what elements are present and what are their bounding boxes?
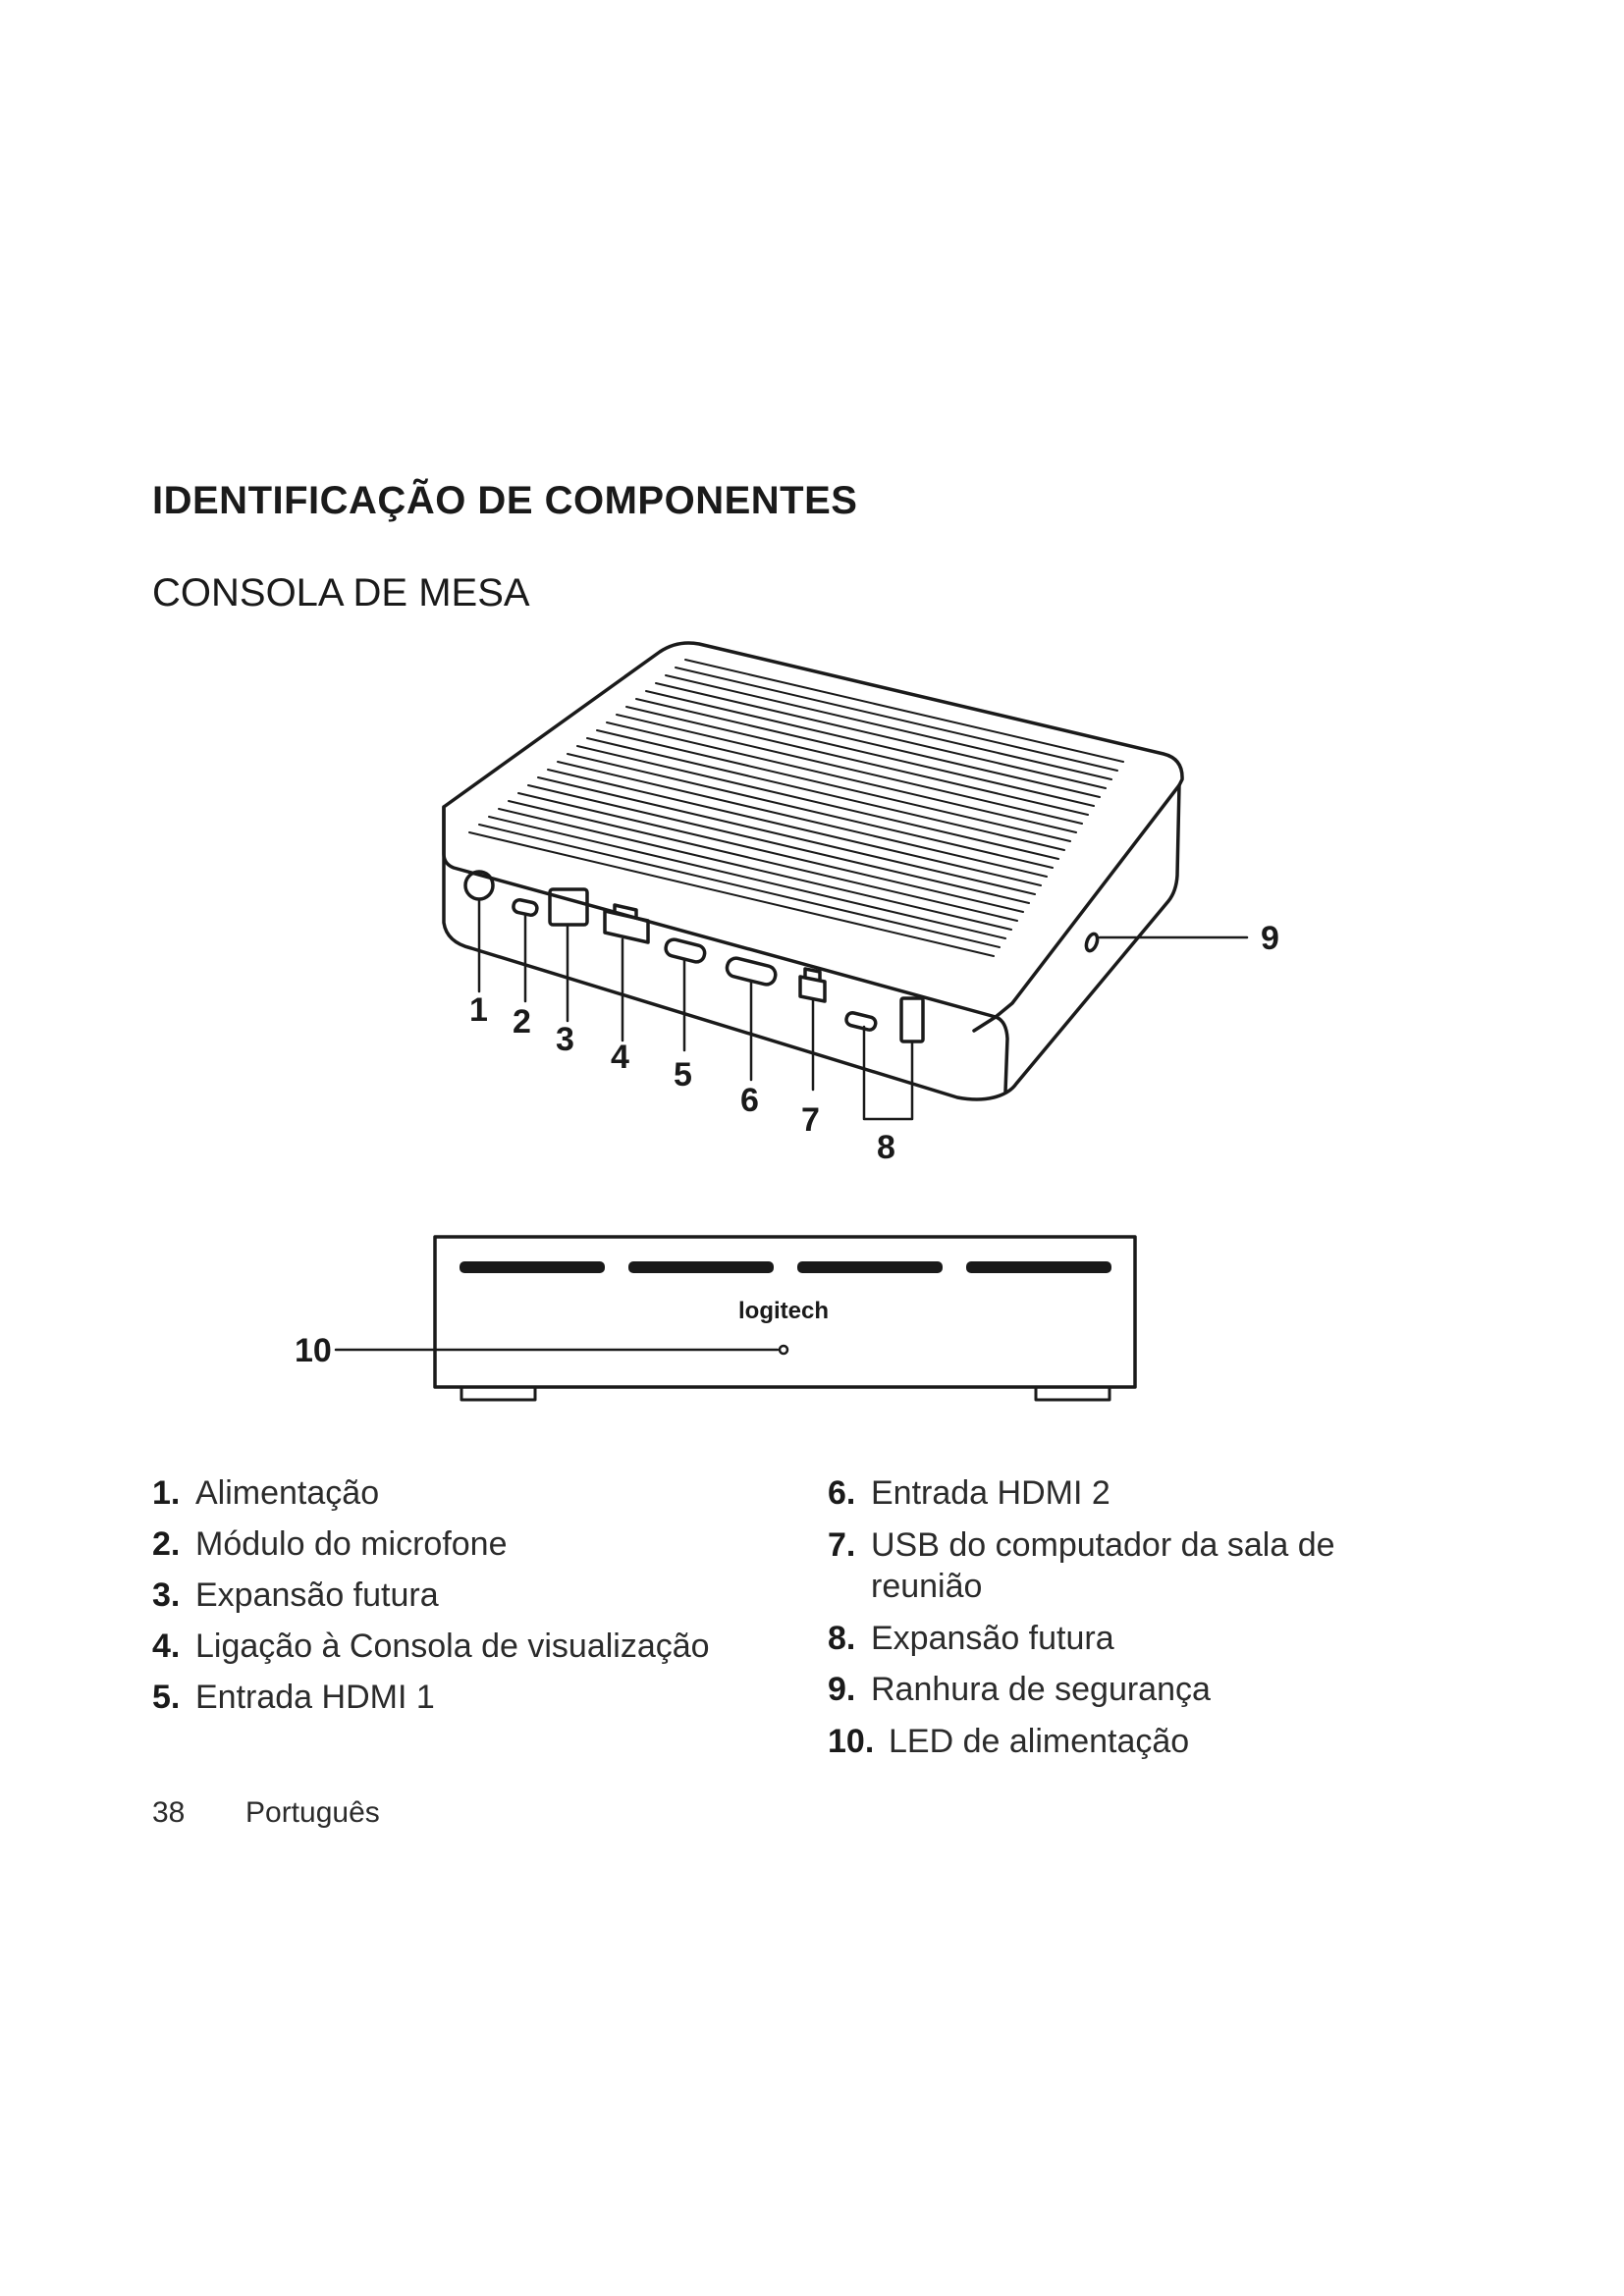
list-item [152,1575,710,1626]
console-front-view [336,1237,1135,1400]
hdmi-port-1-icon [664,937,706,963]
callout-2: 2 [513,1003,531,1041]
mic-port-icon [513,899,538,917]
logitech-logo: logitech [737,1298,830,1324]
page-title: IDENTIFICAÇÃO DE COMPONENTES [152,479,858,522]
item-number: 8. [828,1619,856,1657]
item-label: Entrada HDMI 1 [195,1679,435,1716]
item-number: 2. [152,1525,181,1563]
item-label: Módulo do microfone [195,1525,508,1563]
future-expansion-slot-icon [901,998,923,1041]
item-label: USB do computador da sala de reunião [871,1525,1335,1605]
callout-6: 6 [740,1082,759,1119]
section-subtitle: CONSOLA DE MESA [152,571,530,614]
future-expansion-port-icon [845,1012,877,1032]
item-label: LED de alimentação [889,1722,1190,1760]
console-top-surface [444,643,1182,1017]
footer-language: Português [245,1796,380,1829]
usb-port-icon [800,969,825,1001]
item-label: Ligação à Consola de visualização [195,1628,710,1665]
item-number: 6. [828,1474,856,1512]
list-item [828,1524,1378,1608]
item-number: 4. [152,1628,181,1665]
page-footer [152,1796,380,1830]
list-item [828,1472,1378,1515]
item-label: Expansão futura [871,1619,1114,1657]
power-port-icon [465,872,493,899]
item-number: 3. [152,1576,181,1614]
console-body-outline [444,785,1179,1099]
item-number: 7. [828,1525,856,1564]
item-number: 5. [152,1679,181,1716]
left-foot [461,1387,535,1400]
expansion-port-icon [550,889,587,925]
list-item [828,1618,1378,1660]
callout-10: 10 [295,1332,332,1369]
front-panel-outline [435,1237,1135,1387]
ethernet-port-icon [605,905,648,942]
vent-slots [469,660,1123,956]
callout-9: 9 [1261,920,1279,957]
callout-7: 7 [801,1101,820,1139]
list-item [152,1472,710,1523]
right-foot [1036,1387,1110,1400]
list-item [152,1626,710,1677]
item-number: 10. [828,1722,875,1760]
item-label: Alimentação [195,1474,380,1512]
list-item [828,1669,1378,1711]
component-list-right [828,1472,1378,1772]
hdmi-port-2-icon [726,956,778,987]
callout-lines [479,899,1247,1119]
callout-8: 8 [877,1129,895,1166]
item-label: Expansão futura [195,1576,439,1614]
item-label: Ranhura de segurança [871,1671,1211,1708]
callout-3: 3 [556,1021,574,1058]
security-slot-icon [1084,933,1100,952]
callout-5: 5 [674,1056,692,1094]
list-item [152,1677,710,1728]
component-list-left [152,1472,710,1728]
item-label: Entrada HDMI 2 [871,1474,1110,1512]
list-item [828,1721,1378,1763]
item-number: 9. [828,1671,856,1708]
callout-1: 1 [469,991,488,1029]
page-number: 38 [152,1796,186,1829]
console-rear-view [444,643,1247,1119]
callout-4: 4 [611,1039,629,1076]
list-item [152,1523,710,1575]
power-led-icon [780,1346,787,1354]
item-number: 1. [152,1474,181,1512]
